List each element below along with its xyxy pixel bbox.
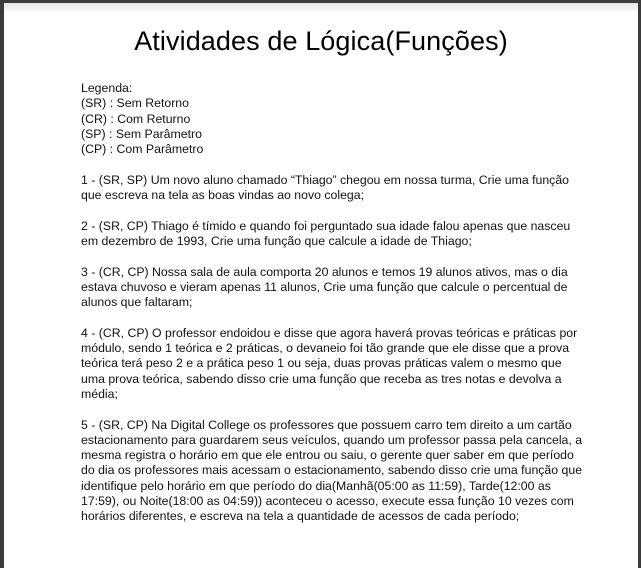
question-2 bbox=[81, 219, 591, 250]
question-line: média; bbox=[81, 386, 118, 401]
question-line: 4 - (CR, CP) O professor endoidou e disse que agora haverá provas teóricas e práticas por bbox=[81, 325, 578, 340]
question-line: 5 - (SR, CP) Na Digital College os professores que possuem carro tem direito a um cartão bbox=[81, 417, 572, 432]
question-5 bbox=[81, 418, 591, 525]
question-line: que escreva na tela as boas vindas ao novo colega; bbox=[81, 188, 365, 203]
question-line: 2 - (SR, CP) Thiago é tímido e quando foi perguntado sua idade falou apenas que nasceu bbox=[81, 218, 571, 233]
legend-item-cp: (CP) : Com Parâmetro bbox=[81, 142, 204, 157]
legend-heading: Legenda: bbox=[81, 81, 133, 95]
question-line: 17:59), ou Noite(18:00 as 04:59)) aconteceu o acesso, execute essa função 10 vezes com bbox=[81, 494, 574, 509]
question-line: uma prova teórica, sabendo disso crie uma função que receba as tres notas e devolva a bbox=[81, 371, 562, 386]
legend-item-sp: (SP) : Sem Parâmetro bbox=[81, 126, 202, 141]
document-body bbox=[81, 81, 591, 525]
question-line: teórica terá peso 2 e a prática peso 1 ou seja, duas provas práticas valem o mesmo que bbox=[81, 356, 562, 371]
legend bbox=[81, 81, 591, 157]
question-line: em dezembro de 1993, Crie uma função que calcule a idade de Thiago; bbox=[81, 233, 472, 248]
question-line: 1 - (SR, SP) Um novo aluno chamado “Thiago” chegou em nossa turma, Crie uma função bbox=[81, 172, 570, 187]
legend-item-sr: (SR) : Sem Retorno bbox=[81, 96, 189, 111]
question-1 bbox=[81, 173, 591, 204]
document-page bbox=[4, 3, 638, 568]
legend-item-cr: (CR) : Com Returno bbox=[81, 111, 191, 126]
question-line: alunos que faltaram; bbox=[81, 295, 193, 310]
question-line: horários diferentes, e escreva na tela a quantidade de acessos de cada período; bbox=[81, 509, 520, 524]
document-title: Atividades de Lógica(Funções) bbox=[134, 26, 508, 56]
question-line: do dia os professores mais acessam o estacionamento, sabendo disso crie uma função que bbox=[81, 463, 583, 478]
question-line: estacionamento para guardarem seus veículos, quando um professor passa pela cancela, a bbox=[81, 432, 583, 447]
question-3 bbox=[81, 265, 591, 311]
question-line: 3 - (CR, CP) Nossa sala de aula comporta 20 alunos e temos 19 alunos ativos, mas o dia bbox=[81, 264, 568, 279]
question-line: identifique pelo horário em que período do dia(Manhã(05:00 as 11:59), Tarde(12:00 as bbox=[81, 478, 551, 493]
page-top-shadow bbox=[4, 3, 638, 13]
question-4 bbox=[81, 326, 591, 402]
question-line: estava chuvoso e vieram apenas 11 alunos, Crie uma função que calcule o percentual de bbox=[81, 279, 568, 294]
question-line: mesma registra o horário em que ele entrou ou saiu, o gerente quer saber em que período bbox=[81, 448, 574, 463]
question-line: módulo, sendo 1 teórica e 2 práticas, o devaneio foi tão grande que ele disse que a prova bbox=[81, 341, 570, 356]
